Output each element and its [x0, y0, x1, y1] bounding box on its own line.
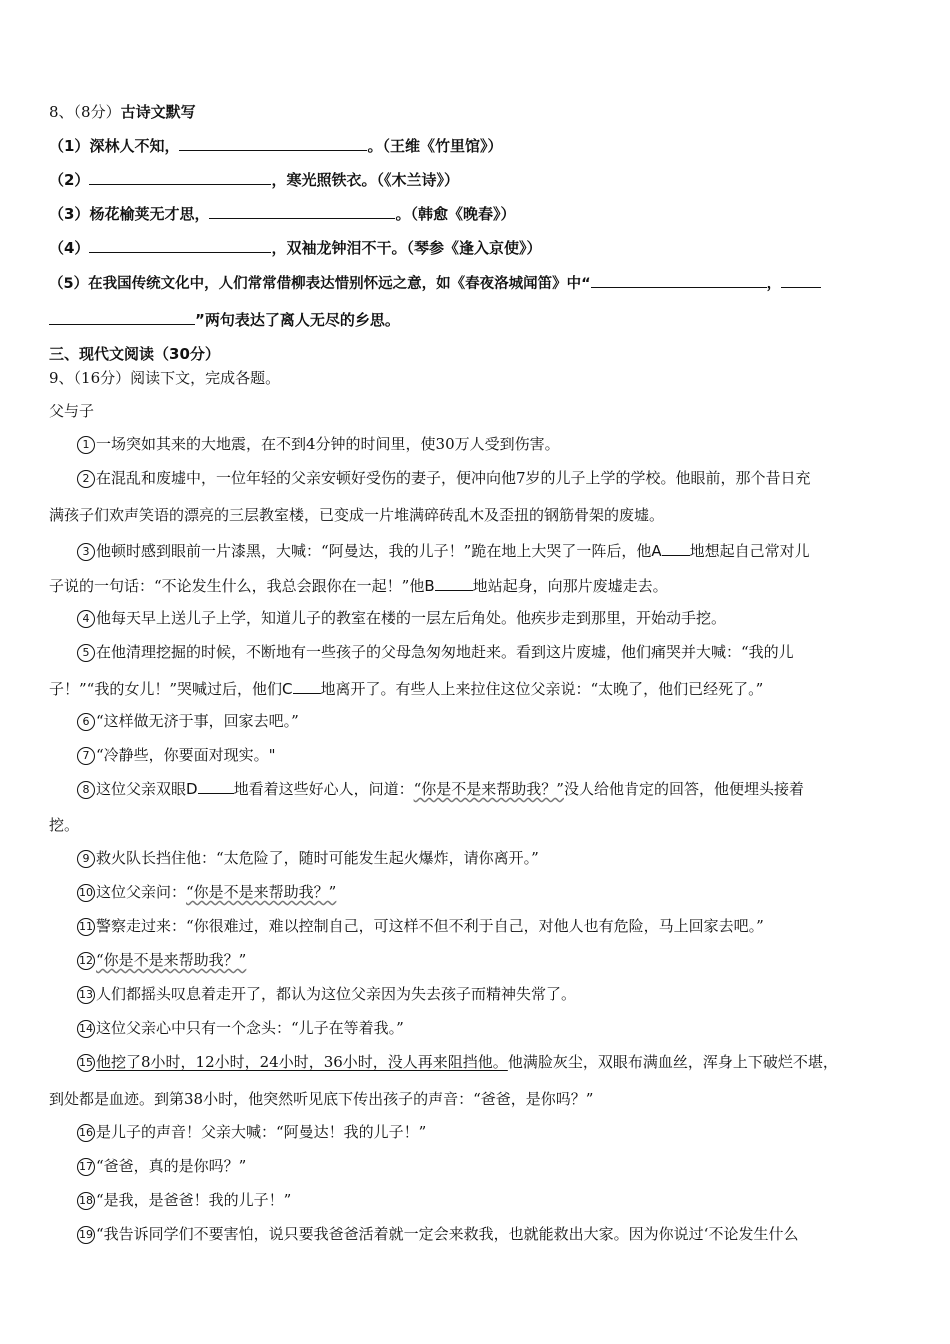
para-17: [77, 1156, 246, 1176]
item-num: （5）: [49, 276, 89, 292]
q8-item-3: [49, 204, 515, 224]
para-text: 这位父亲问：: [96, 883, 187, 901]
marker-a: A: [651, 542, 662, 560]
para-text: “我告诉同学们不要害怕，说只要我爸爸活着就一定会来救我，也就能救出大家。因为你说过‘不论发生什么: [96, 1225, 799, 1243]
para-text: 子说的一句话：“不论发生什么，我总会跟你在一起！”他: [49, 577, 425, 595]
para-14: [77, 1018, 404, 1038]
circled-number: 3: [77, 543, 95, 561]
para-text: 这位父亲双眼: [96, 780, 187, 798]
para-text: 他顿时感到眼前一片漆黑，大喊：“阿曼达，我的儿子！”跪在地上大哭了一阵后，他: [96, 542, 652, 560]
para-13: [77, 984, 576, 1004]
circled-number: 12: [77, 952, 95, 970]
circled-number: 17: [77, 1158, 95, 1176]
circled-number: 8: [77, 781, 95, 799]
circled-number: 10: [77, 884, 95, 902]
para-text: “是我，是爸爸！我的儿子！”: [96, 1191, 292, 1209]
para-text: “你是不是来帮助我？”: [186, 883, 337, 901]
para-text: 地离开了。有些人上来拉住这位父亲说：“太晚了，他们已经死了。”: [320, 680, 764, 698]
para-text: 地想起自己常对儿: [689, 542, 810, 560]
q9-text: 阅读下文，完成各题。: [130, 369, 281, 387]
answer-blank[interactable]: [89, 238, 271, 253]
para-19: [77, 1224, 798, 1244]
answer-blank[interactable]: [49, 310, 195, 325]
para-text: 没人给他肯定的回答，他便埋头接着: [563, 780, 804, 798]
para-text: “你是不是来帮助我？”: [96, 951, 247, 969]
para-12: [77, 950, 246, 970]
para-text: 他每天早上送儿子上学，知道儿子的教室在楼的一层左后角处。他疾步走到那里，开始动手挖。: [96, 609, 727, 627]
fill-blank-c[interactable]: [293, 679, 321, 694]
answer-blank[interactable]: [179, 136, 367, 151]
item-text: ，寒光照铁衣。（《木兰诗》）: [271, 171, 459, 189]
answer-blank[interactable]: [89, 170, 271, 185]
fill-blank-a[interactable]: [662, 541, 690, 556]
marker-d: D: [186, 780, 198, 798]
circled-number: 16: [77, 1124, 95, 1142]
story-title: 父与子: [49, 402, 95, 420]
q8-prefix: 8、（8分）: [49, 103, 121, 121]
para-text: 是儿子的声音！父亲大喊：“阿曼达！我的儿子！”: [96, 1123, 427, 1141]
para-text: 地站起身，向那片废墟走去。: [472, 577, 668, 595]
marker-b: B: [424, 577, 435, 595]
answer-blank[interactable]: [781, 273, 821, 288]
para-text: 这位父亲心中只有一个念头：“儿子在等着我。”: [96, 1019, 404, 1037]
circled-number: 4: [77, 610, 95, 628]
para-text: “冷静些，你要面对现实。": [96, 746, 276, 764]
para-text: 一场突如其来的大地震，在不到4分钟的时间里，使30万人受到伤害。: [96, 435, 560, 453]
para-text: 他满脸灰尘，双眼布满血丝，浑身上下破烂不堪，: [507, 1053, 838, 1071]
para-1: [77, 434, 560, 454]
q9-header: [49, 368, 280, 388]
para-9: [77, 848, 539, 868]
item-num: （4）: [49, 239, 90, 257]
para-text: “爸爸，真的是你吗？”: [96, 1157, 247, 1175]
para-15: [77, 1052, 838, 1072]
item-text: ，双袖龙钟泪不干。（琴参《逢入京使》）: [271, 239, 542, 257]
answer-blank[interactable]: [209, 204, 395, 219]
para-16: [77, 1122, 426, 1142]
item-text: 。（韩愈《晚春》）: [395, 205, 516, 223]
circled-number: 2: [77, 470, 95, 488]
item-text: 在我国传统文化中，人们常常借柳表达惜别怀远之意，如《春夜洛城闻笛》中“: [88, 276, 591, 292]
circled-number: 5: [77, 644, 95, 662]
q8-item-2: [49, 170, 459, 190]
q8-item-5: [49, 273, 821, 294]
item-text: ”两句表达了离人无尽的乡思。: [195, 311, 400, 329]
item-text: ，: [766, 276, 782, 292]
fill-blank-b[interactable]: [435, 576, 473, 591]
para-2-cont: 满孩子们欢声笑语的漂亮的三层教室楼，已变成一片堆满碎砖乱木及歪扭的钢筋骨架的废墟。: [49, 506, 665, 524]
circled-number: 1: [77, 436, 95, 454]
q8-title: 古诗文默写: [120, 103, 196, 121]
para-10: [77, 882, 336, 902]
para-text: 警察走过来：“你很难过，难以控制自己，可这样不但不利于自己，对他人也有危险，马上回家去吧。”: [96, 917, 764, 935]
para-8: [77, 779, 804, 799]
marker-c: C: [282, 680, 293, 698]
para-4: [77, 608, 726, 628]
para-2: [77, 468, 811, 488]
q8-item-4: [49, 238, 541, 258]
item-text: 杨花榆荚无才思，: [89, 205, 210, 223]
circled-number: 18: [77, 1192, 95, 1210]
para-3-cont: [49, 576, 668, 596]
q8-item-5-cont: [49, 310, 400, 330]
answer-blank[interactable]: [591, 273, 767, 288]
para-text: 救火队长挡住他：“太危险了，随时可能发生起火爆炸，请你离开。”: [96, 849, 539, 867]
para-5-cont: [49, 679, 763, 699]
item-num: （3）: [49, 205, 90, 223]
item-num: （1）: [49, 137, 90, 155]
q9-prefix: 9、（16分）: [49, 369, 131, 387]
para-text: 子！”“我的女儿！”哭喊过后，他们: [49, 680, 283, 698]
para-text: 人们都摇头叹息着走开了，都认为这位父亲因为失去孩子而精神失常了。: [96, 985, 577, 1003]
para-18: [77, 1190, 291, 1210]
para-text: 在他清理挖掘的时候，不断地有一些孩子的父母急匆匆地赶来。看到这片废墟，他们痛哭并大喊：“我的儿: [96, 643, 794, 661]
item-text: 深林人不知，: [89, 137, 180, 155]
para-3: [77, 541, 810, 561]
para-text: “这样做无济于事，回家去吧。”: [96, 712, 299, 730]
q8-item-1: [49, 136, 502, 156]
para-7: [77, 745, 276, 765]
para-11: [77, 916, 764, 936]
circled-number: 14: [77, 1020, 95, 1038]
circled-number: 19: [77, 1226, 95, 1244]
circled-number: 13: [77, 986, 95, 1004]
item-num: （2）: [49, 171, 90, 189]
section-title: 三、现代文阅读（30分）: [49, 345, 220, 363]
item-text: 。（王维《竹里馆》）: [367, 137, 503, 155]
circled-number: 7: [77, 747, 95, 765]
para-8-cont: 挖。: [49, 816, 80, 834]
para-text: “你是不是来帮助我？”: [413, 780, 564, 798]
q8-header: [49, 102, 196, 122]
para-15-cont: 到处都是血迹。到第38小时，他突然听见底下传出孩子的声音：“爸爸，是你吗？”: [49, 1090, 594, 1108]
para-6: [77, 711, 299, 731]
para-5: [77, 642, 794, 662]
circled-number: 11: [77, 918, 95, 936]
fill-blank-d[interactable]: [198, 779, 234, 794]
para-text: 在混乱和废墟中，一位年轻的父亲安顿好受伤的妻子，便冲向他7岁的儿子上学的学校。他眼前，那个昔日充: [96, 469, 811, 487]
para-text: 地看着这些好心人，问道：: [233, 780, 414, 798]
para-text: 他挖了8小时，12小时，24小时，36小时，没人再来阻挡他。: [96, 1053, 508, 1071]
circled-number: 6: [77, 713, 95, 731]
circled-number: 9: [77, 850, 95, 868]
circled-number: 15: [77, 1054, 95, 1072]
